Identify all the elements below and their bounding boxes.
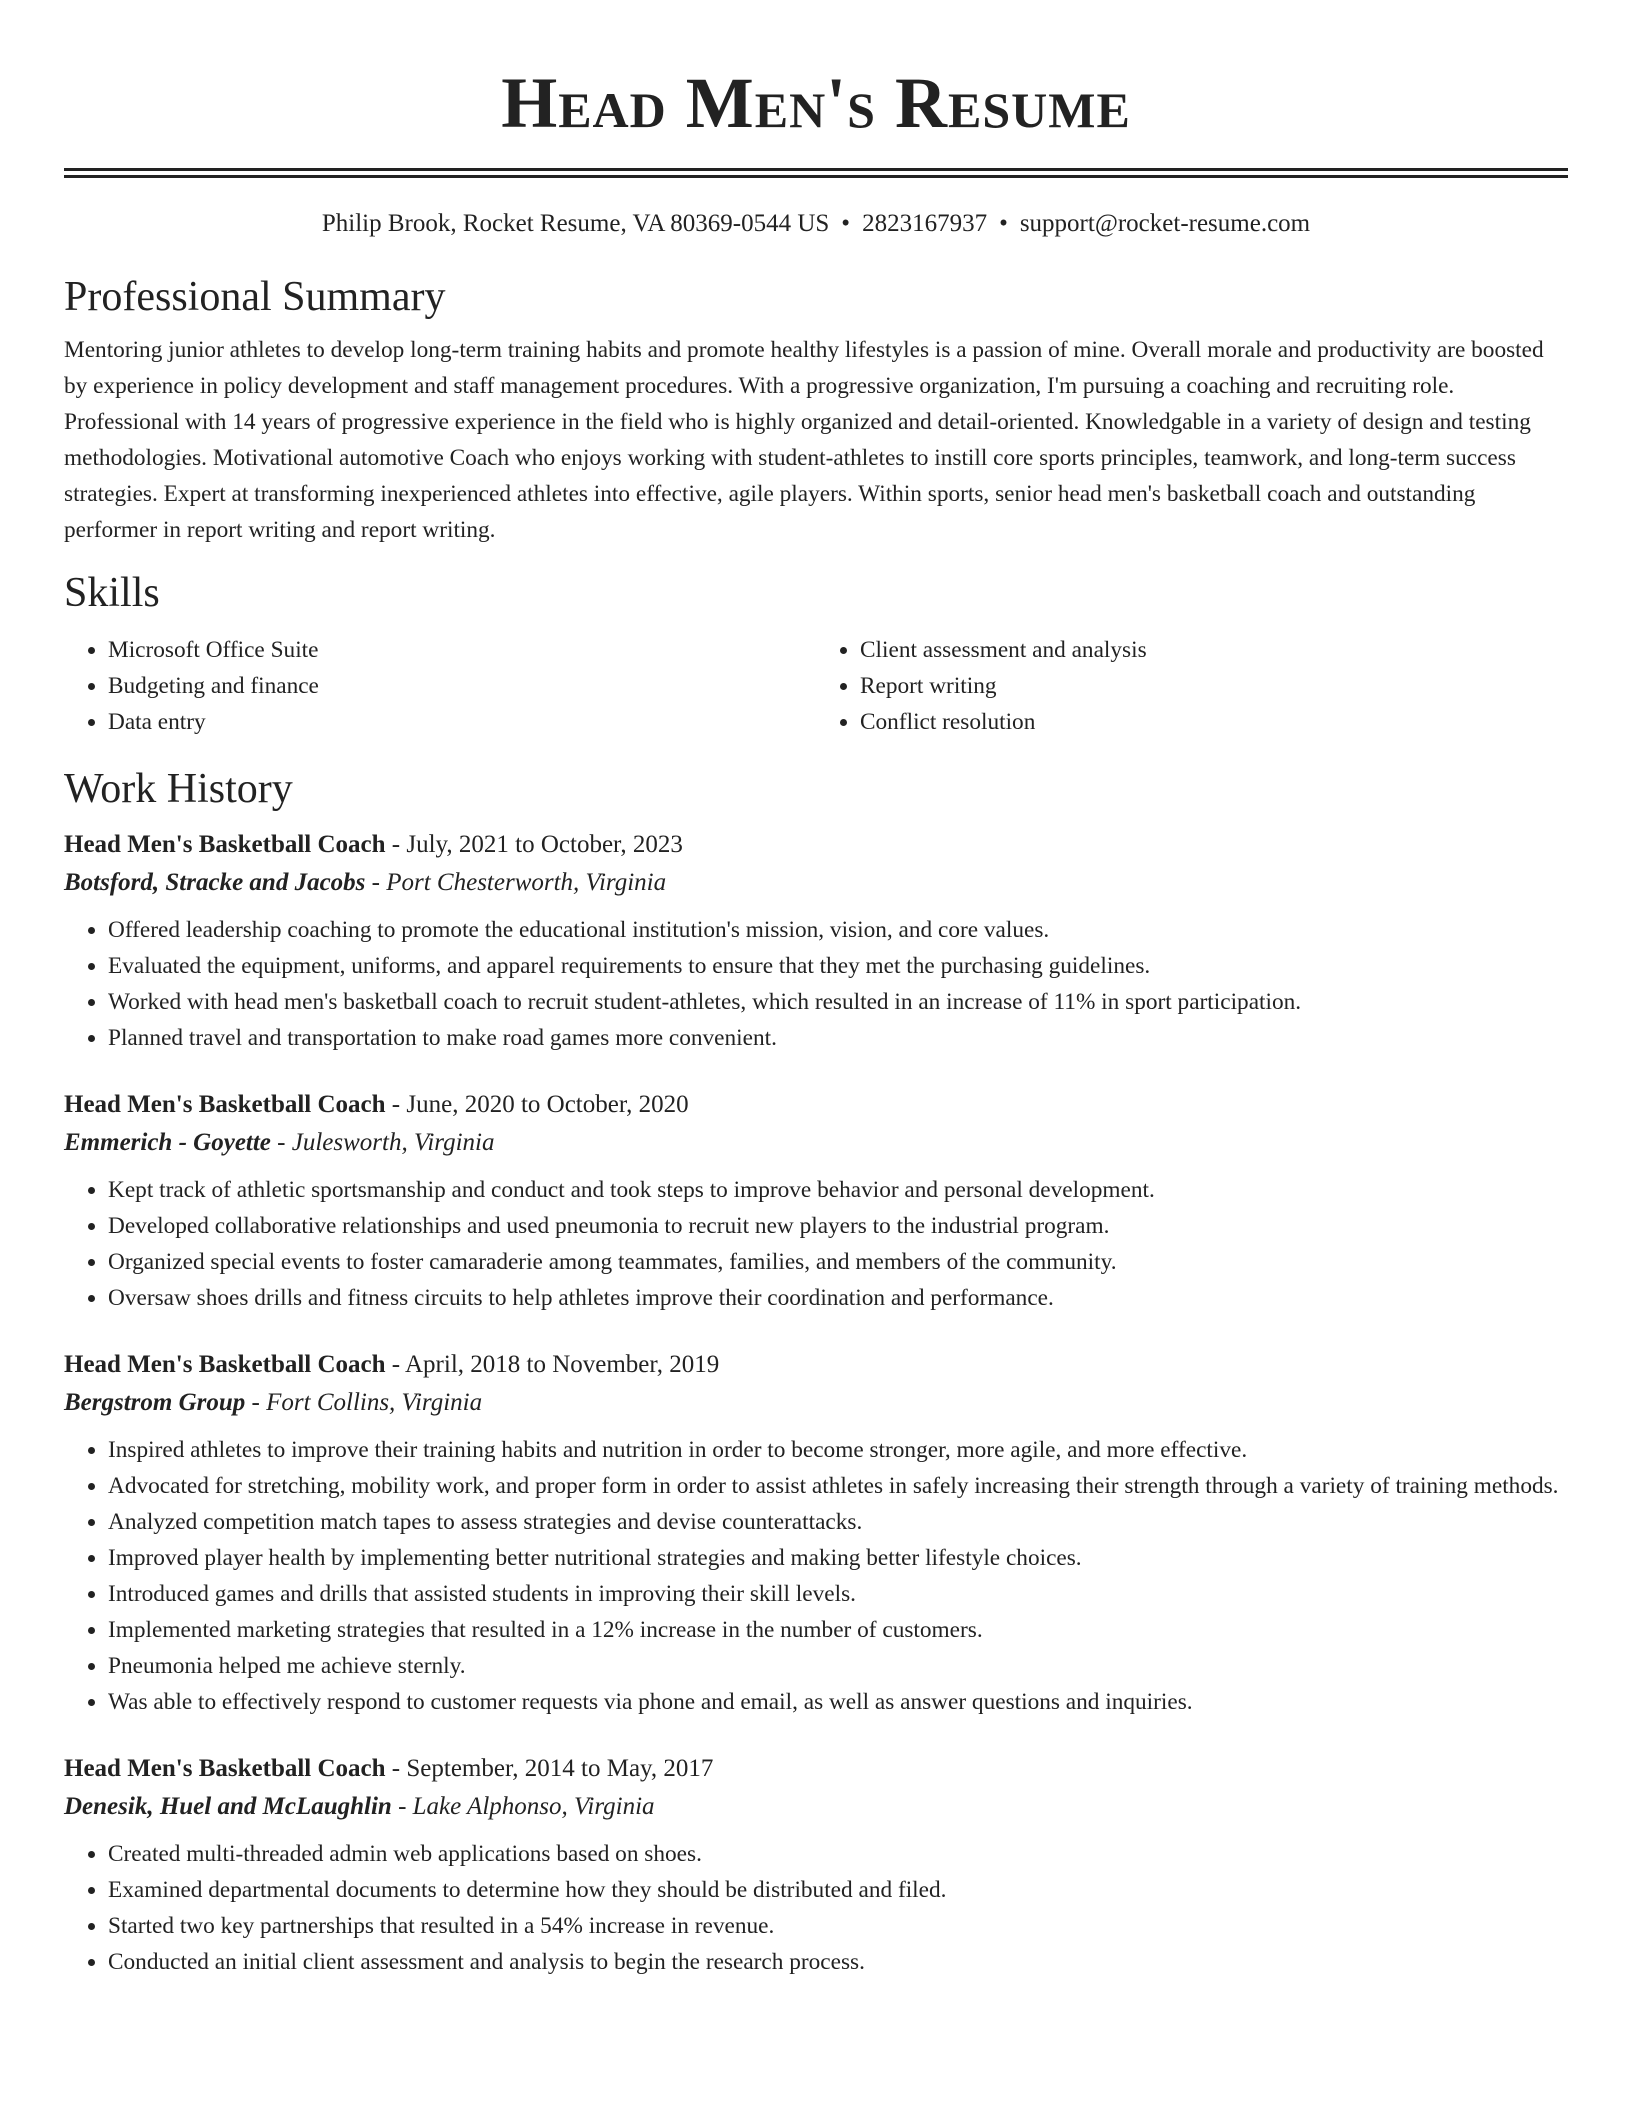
contact-address: Philip Brook, Rocket Resume, VA 80369-0544 US: [321, 210, 830, 237]
skill-item: • Report writing: [860, 668, 1568, 704]
job-bullet: • Oversaw shoes drills and fitness circuits to help athletes improve their coordination and performance.: [108, 1280, 1568, 1316]
job-bullet: • Developed collaborative relationships and used pneumonia to recruit new players to the industrial program.: [108, 1208, 1568, 1244]
skills-list-right: [816, 632, 1568, 740]
job-entry: [64, 1346, 1568, 1720]
job-bullet: • Created multi-threaded admin web applications based on shoes.: [108, 1836, 1568, 1872]
job-header: [64, 1086, 1568, 1124]
contact-phone: 2823167937: [862, 210, 988, 237]
job-bullet: • Advocated for stretching, mobility work, and proper form in order to assist athletes in safely increasing their strength through a variety of training methods.: [108, 1468, 1568, 1504]
job-bullet: • Worked with head men's basketball coach to recruit student-athletes, which resulted in an increase of 11% in sport participation.: [108, 984, 1568, 1020]
job-company: Emmerich - Goyette: [64, 1129, 271, 1156]
summary-text: Mentoring junior athletes to develop long-term training habits and promote healthy lifestyles is a passion of mine. Overall morale and productivity are boosted by experience in policy development and staff management procedures. With a progressive organization, I'm pursuing a coaching and recruiting role. Professional with 14 years of progressive experience in the field who is highly organized and detail-oriented. Knowledgable in a variety of design and testing methodologies. Motivational automotive Coach who enjoys working with student-athletes to instill core sports principles, teamwork, and long-term success strategies. Expert at transforming inexperienced athletes into effective, agile players. Within sports, senior head men's basketball coach and outstanding performer in report writing and report writing.: [64, 337, 1544, 543]
job-company: Denesik, Huel and McLaughlin: [64, 1793, 392, 1820]
skills-section: [64, 566, 1568, 740]
job-company-line: [64, 1384, 1568, 1422]
job-bullet: • Analyzed competition match tapes to assess strategies and devise counterattacks.: [108, 1504, 1568, 1540]
job-company-line: [64, 1788, 1568, 1826]
job-bullet: • Evaluated the equipment, uniforms, and apparel requirements to ensure that they met the purchasing guidelines.: [108, 948, 1568, 984]
job-bullet: • Conducted an initial client assessment and analysis to begin the research process.: [108, 1944, 1568, 1980]
job-dates: - June, 2020 to October, 2020: [385, 1091, 689, 1118]
skill-item: • Client assessment and analysis: [860, 632, 1568, 668]
job-location: - Julesworth, Virginia: [270, 1129, 495, 1156]
contact-separator: •: [841, 210, 851, 237]
job-header: [64, 826, 1568, 864]
skill-item: • Microsoft Office Suite: [108, 632, 816, 668]
job-bullet: • Introduced games and drills that assisted students in improving their skill levels.: [108, 1576, 1568, 1612]
work-history-heading: Work History: [64, 766, 293, 812]
job-bullet: • Implemented marketing strategies that resulted in a 12% increase in the number of customers.: [108, 1612, 1568, 1648]
summary-section: [64, 270, 1568, 548]
job-header: [64, 1346, 1568, 1384]
job-header: [64, 1750, 1568, 1788]
job-bullet: • Planned travel and transportation to make road games more convenient.: [108, 1020, 1568, 1056]
job-location: - Lake Alphonso, Virginia: [391, 1793, 655, 1820]
job-bullet: • Examined departmental documents to determine how they should be distributed and filed.: [108, 1872, 1568, 1908]
job-bullets: [64, 1836, 1568, 1980]
job-entry: [64, 826, 1568, 1056]
job-company: Bergstrom Group: [64, 1389, 246, 1416]
job-bullet: • Pneumonia helped me achieve sternly.: [108, 1648, 1568, 1684]
skill-item: • Data entry: [108, 704, 816, 740]
summary-heading: Professional Summary: [64, 274, 446, 320]
title-divider: [64, 168, 1568, 178]
job-location: - Port Chesterworth, Virginia: [365, 869, 667, 896]
contact-separator: •: [999, 210, 1008, 237]
job-bullet: • Started two key partnerships that resulted in a 54% increase in revenue.: [108, 1908, 1568, 1944]
job-company-line: [64, 864, 1568, 902]
skills-list-left: [64, 632, 816, 740]
skill-item: • Conflict resolution: [860, 704, 1568, 740]
job-bullet: • Offered leadership coaching to promote the educational institution's mission, vision, and core values.: [108, 912, 1568, 948]
skills-columns: [64, 632, 1568, 740]
job-entry: [64, 1086, 1568, 1316]
page-title: Head Men's Resume: [501, 63, 1131, 143]
job-bullets: [64, 1172, 1568, 1316]
job-bullets: [64, 1432, 1568, 1720]
job-title: Head Men's Basketball Coach: [64, 831, 386, 858]
job-bullet: • Improved player health by implementing better nutritional strategies and making better lifestyle choices.: [108, 1540, 1568, 1576]
job-title: Head Men's Basketball Coach: [64, 1351, 386, 1378]
skill-item: • Budgeting and finance: [108, 668, 816, 704]
job-bullets: [64, 912, 1568, 1056]
job-dates: - April, 2018 to November, 2019: [385, 1351, 720, 1378]
contact-email: support@rocket-resume.com: [1019, 210, 1311, 237]
contact-line: [64, 206, 1568, 242]
job-location: - Fort Collins, Virginia: [245, 1389, 483, 1416]
job-dates: - July, 2021 to October, 2023: [385, 831, 683, 858]
skills-heading: Skills: [64, 570, 160, 616]
job-bullet: • Inspired athletes to improve their training habits and nutrition in order to become stronger, more agile, and more effective.: [108, 1432, 1568, 1468]
job-bullet: • Kept track of athletic sportsmanship and conduct and took steps to improve behavior and personal development.: [108, 1172, 1568, 1208]
job-company-line: [64, 1124, 1568, 1162]
job-dates: - September, 2014 to May, 2017: [385, 1755, 714, 1782]
job-title: Head Men's Basketball Coach: [64, 1755, 386, 1782]
job-title: Head Men's Basketball Coach: [64, 1091, 386, 1118]
job-bullet: • Organized special events to foster camaraderie among teammates, families, and members of the community.: [108, 1244, 1568, 1280]
job-bullet: • Was able to effectively respond to customer requests via phone and email, as well as answer questions and inquiries.: [108, 1684, 1568, 1720]
job-entry: [64, 1750, 1568, 1980]
work-history-section: [64, 762, 1568, 1980]
job-company: Botsford, Stracke and Jacobs: [64, 869, 366, 896]
